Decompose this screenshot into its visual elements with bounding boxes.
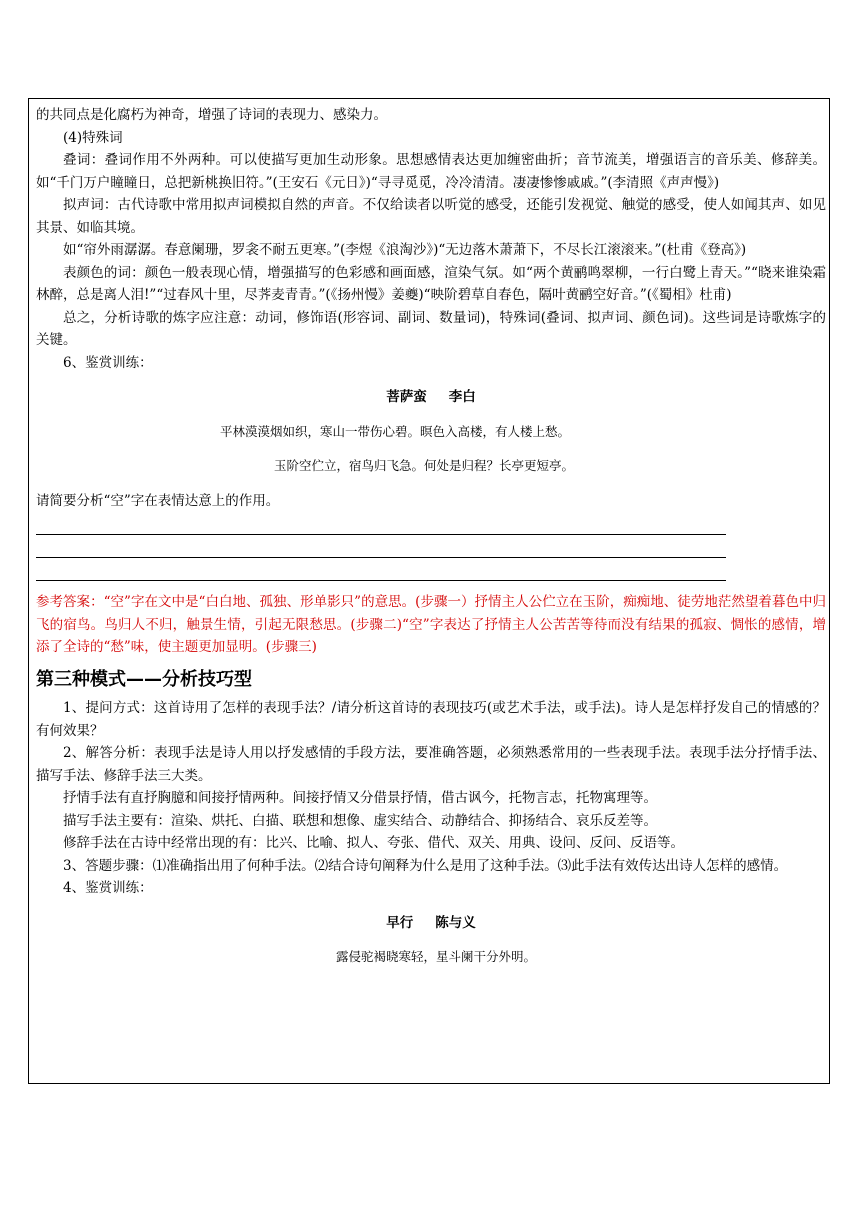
special-words-heading: (4)特殊词 (63, 129, 123, 146)
paragraph-reduplication: 叠词：叠词作用不外两种。可以使描写更加生动形象。思想感情表达更加缠密曲折；音节流美，增强语言的音乐美、修辞美。如“千门万户瞳瞳日，总把新桃换旧符。”(王安石《元日》)“寻寻觅觅，冷冷清清。凄凄惨惨戚戚。”(李清照《声声慢》) (36, 152, 826, 191)
answer-line-3 (36, 580, 726, 581)
poem1-author: 李白 (448, 389, 476, 405)
poem1-line-1: 平林漠漠烟如织，寒山一带伤心碧。暝色入高楼，有人楼上愁。 (220, 423, 571, 439)
poem2-title (36, 912, 826, 935)
poem2-name: 早行 (386, 914, 414, 931)
poem1-line-2: 玉阶空伫立，宿鸟归飞急。何处是归程？长亭更短亭。 (274, 458, 575, 473)
reference-answer: 参考答案：“空”字在文中是“白白地、孤独、形单影只”的意思。(步骤一）抒情主人公伫立在玉阶，痴痴地、徒劳地茫然望着暮色中归飞的宿鸟。鸟归人不归，触景生情，引起无限愁思。(步骤二)“空”字表达了抒情主人公苦苦等待而没有结果的孤寂、惆怅的感情，增添了全诗的“愁”味，使主题更加显明。(步骤三) (36, 594, 826, 655)
paragraph-steps: 3、答题步骤：⑴准确指出用了何种手法。⑵结合诗句阐释为什么是用了这种手法。⑶此手法有效传达出诗人怎样的感情。 (63, 857, 788, 874)
document-body (36, 104, 826, 981)
poem1-name: 菩萨蛮 (386, 389, 427, 405)
question-1: 请简要分析“空”字在表情达意上的作用。 (36, 492, 280, 509)
paragraph-analysis: 2、解答分析：表现手法是诗人用以抒发感情的手段方法，要准确答题，必须熟悉常用的一些表现手法。表现手法分抒情手法、描写手法、修辞手法三大类。 (36, 745, 826, 784)
poem1-title (36, 386, 826, 409)
training-label-2: 4、鉴赏训练： (63, 880, 153, 896)
paragraph-summary: 总之，分析诗歌的炼字应注意：动词，修饰语(形容词、副词、数量词)，特殊词(叠词、拟声词、颜色词)。这些词是诗歌炼字的关键。 (36, 309, 826, 348)
poem2-author: 陈与义 (435, 914, 476, 931)
paragraph-rhetoric: 修辞手法在古诗中经常出现的有：比兴、比喻、拟人、夸张、借代、双关、用典、设问、反问、反语等。 (63, 835, 684, 851)
paragraph-onomatopoeia-example: 如“帘外雨潺潺。春意阑珊，罗衾不耐五更寒。”(李煜《浪淘沙》)“无边落木萧萧下，不尽长江滚滚来。”(杜甫《登高》) (63, 242, 747, 258)
section-heading: 第三种模式——分析技巧型 (36, 668, 252, 690)
paragraph-continuation: 的共同点是化腐朽为神奇，增强了诗词的表现力、感染力。 (36, 107, 387, 123)
paragraph-description: 描写手法主要有：渲染、烘托、白描、联想和想像、虚实结合、动静结合、抑扬结合、哀乐反差等。 (63, 812, 657, 829)
paragraph-onomatopoeia: 拟声词：古代诗歌中常用拟声词模拟自然的声音。不仅给读者以听觉的感受，还能引发视觉、触觉的感受，使人如闻其声、如见其景、如临其境。 (36, 197, 826, 236)
paragraph-ask: 1、提问方式：这首诗用了怎样的表现手法？/请分析这首诗的表现技巧(或艺术手法，或手法)。诗人是怎样抒发自己的情感的？有何效果？ (36, 700, 826, 739)
poem2-line-1: 露侵驼褐晓寒轻，星斗阑干分外明。 (336, 949, 537, 964)
training-label-1: 6、鉴赏训练： (63, 354, 153, 371)
answer-line-2 (36, 557, 726, 558)
answer-line-1 (36, 534, 726, 535)
paragraph-lyric: 抒情手法有直抒胸臆和间接抒情两种。间接抒情又分借景抒情，借古讽今，托物言志，托物寓理等。 (63, 790, 657, 806)
paragraph-color-words: 表颜色的词：颜色一般表现心情，增强描写的色彩感和画面感，渲染气氛。如“两个黄鹂鸣翠柳，一行白鹭上青天。”“晓来谁染霜林醉，总是离人泪!”“过春风十里，尽荠麦青青。”(《扬州慢》姜夔)“映阶碧草自春色，隔叶黄鹂空好音。”(《蜀相》杜甫) (36, 264, 827, 303)
